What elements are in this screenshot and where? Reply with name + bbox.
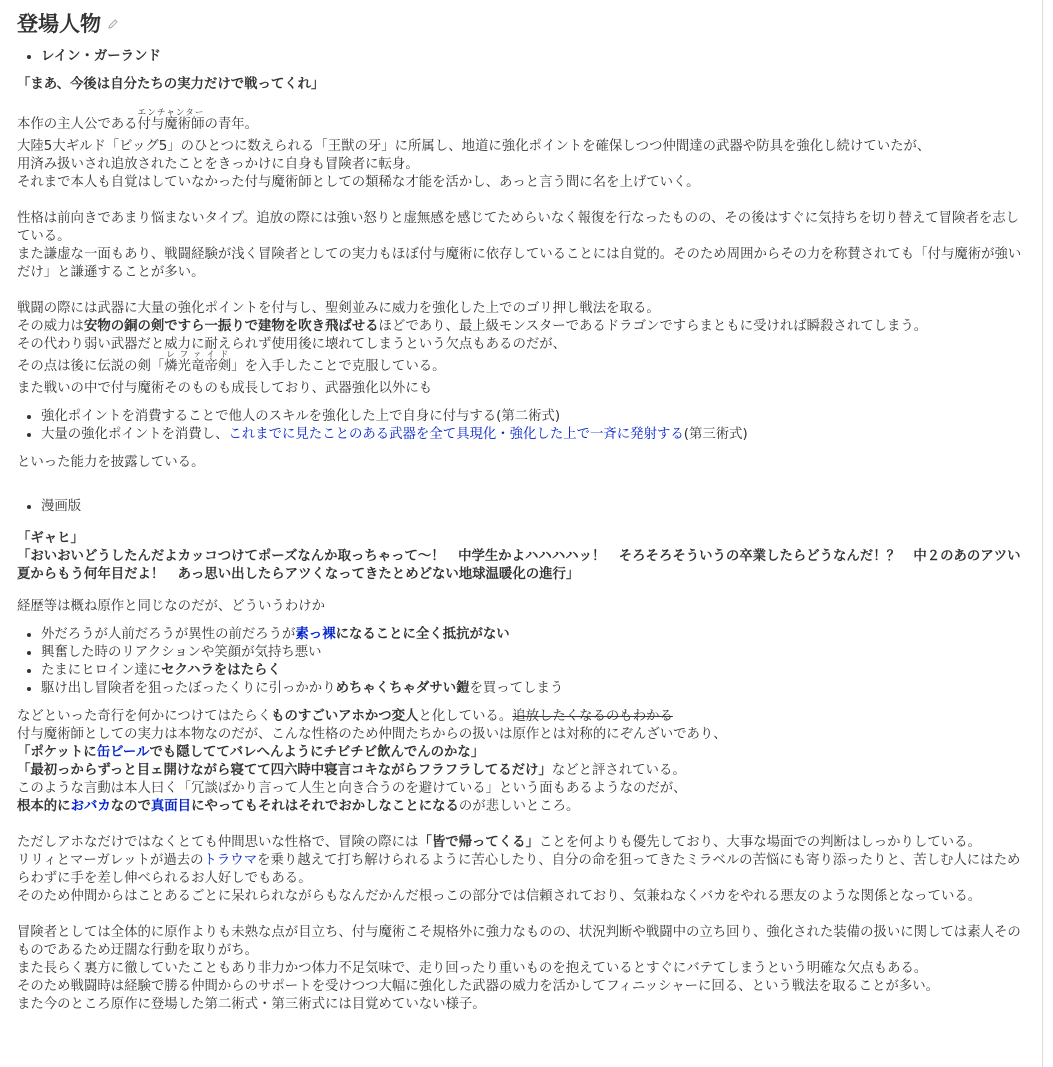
list-item: • 大量の強化ポイントを消費し、これまでに見たことのある武器を全て具現化・強化した上で一斉に発射する(第三術式)	[41, 426, 1042, 444]
ruby-refaido: 燐光竜帝剣レファイド	[164, 350, 232, 374]
strikethrough-text: 追放したくなるのもわかる	[512, 709, 673, 724]
pencil-edit-icon[interactable]	[107, 18, 119, 30]
quirk-list	[17, 626, 1042, 698]
ruby-enchanter: 付与魔術師エンチャンター	[137, 108, 205, 132]
inline-link[interactable]: 真面目	[150, 799, 192, 814]
manga-heading: • 漫画版	[41, 498, 1042, 516]
list-item: • 強化ポイントを消費することで他人のスキルを強化した上で自身に付与する(第二術式)	[41, 408, 1042, 426]
inline-link[interactable]: トラウマ	[203, 853, 258, 868]
list-item: • 興奮した時のリアクションや笑顔が気持ち悪い	[41, 644, 1042, 662]
heading-text: 登場人物	[17, 12, 101, 36]
closing-text: といった能力を披露している。	[17, 455, 205, 470]
manga-intro: 経歴等は概ね原作と同じなのだが、どういうわけか	[17, 599, 325, 614]
paragraph-manga-adventurer: 冒険者としては全体的に原作よりも未熟な点が目立ち、付与魔術こそ規格外に強力なものの、状況判断や戦闘中の立ち回り、強化された装備の扱いに関しては素人そのものであるため迂闊な行動を取りがち。 また長らく裏方に徹していたこともあり非力かつ体力不足気味で、走り回ったり重いものを抱えているとすぐにバテてしまうという明確な欠点もある。 そのため戦闘時は経験で勝る仲間からのサポートを受けつつ大幅に強化した武器の威力を活かしてフィニッシャーに回る、という戦法を取ることが多い。 また今のところ原作に登場した第二術式・第三術式には目覚めていない様子。	[17, 925, 1021, 1012]
section-heading	[17, 10, 1042, 38]
manga-quotes: 「ギャヒ」 「おいおいどうしたんだよカッコつけてポーズなんか取っちゃって〜！ 中学生かよハハハハッ！ そろそろそういうの卒業したらどうなんだ！？ 中２のあのアツい夏からもう何年目だよ！ あっ思い出したらアツくなってきたとめどない地球温暖化の進行」	[17, 531, 1021, 582]
ability-list	[17, 408, 1042, 444]
paragraph-manga-kindness: ただしアホなだけではなくとても仲間思いな性格で、冒険の際には「皆で帰ってくる」ことを何よりも優先しており、大事な場面での判断はしっかりしている。 リリィとマーガレットが過去のトラウマを乗り越えて打ち解けられるように苦心したり、自分の命を狙ってきたミラベルの苦悩にも寄り添ったりと、苦しむ人にはためらわずに手を差し伸べられるお人好しでもある。 そのため仲間からはことあるごとに呆れられながらもなんだかんだ根っこの部分では信頼されており、気兼ねなくバカをやれる悪友のような関係となっている。	[17, 835, 1021, 904]
paragraph-manga-personality: などといった奇行を何かにつけてはたらくものすごいアホかつ変人と化している。追放したくなるのもわかる 付与魔術師としての実力は本物なのだが、こんな性格のため仲間たちからの扱いは原作とは対称的にぞんざいであり、 「ポケットに缶ビールでも隠しててバレへんようにチビチビ飲んでんのかな」 「最初っからずっと目ェ開けながら寝てて四六時中寝言コキながらフラフラしてるだけ」などと評されている。 このような言動は本人曰く「冗談ばかり言って人生と向き合うのを避けている」という面もあるようなのだが、 根本的におバカなので真面目にやってもそれはそれでおかしなことになるのが悲しいところ。	[17, 709, 727, 814]
character-list	[17, 48, 1042, 66]
character-name: • レイン・ガーランド	[41, 48, 1042, 66]
paragraph-personality: 性格は前向きであまり悩まないタイプ。追放の際には強い怒りと虚無感を感じてためらいなく報復を行なったものの、その後はすぐに気持ちを切り替えて冒険者を志している。 また謙虚な一面もあり、戦闘経験が浅く冒険者としての実力もほぼ付与魔術に依存していることには自覚的。そのため周囲からその力を称賛されても「付与魔術が強いだけ」と謙遜することが多い。	[17, 211, 1022, 280]
list-item: • 駆け出し冒険者を狙ったぼったくりに引っかかりめちゃくちゃダサい鎧を買ってしまう	[41, 680, 1042, 698]
paragraph-intro: 本作の主人公である付与魔術師エンチャンターの青年。 大陸5大ギルド「ビッグ5」のひとつに数えられる「王獣の牙」に所属し、地道に強化ポイントを確保しつつ仲間達の武器や防具を強化し続けていたが、 用済み扱いされ追放されたことをきっかけに自身も冒険者に転身。 それまで本人も自覚はしていなかった付与魔術師としての類稀な才能を活かし、あっと言う間に名を上げていく。	[17, 108, 931, 190]
list-item: • たまにヒロイン達にセクハラをはたらく	[41, 662, 1042, 680]
inline-link[interactable]: これまでに見たことのある武器を全て具現化・強化した上で一斉に発射する	[228, 427, 684, 442]
inline-link[interactable]: おバカ	[70, 799, 111, 814]
paragraph-combat: 戦闘の際には武器に大量の強化ポイントを付与し、聖剣並みに威力を強化した上でのゴリ押し戦法を取る。 その威力は安物の銅の剣ですら一振りで建物を吹き飛ばせるほどであり、最上級モンスターであるドラゴンですらまともに受ければ瞬殺されてしまう。 その代わり弱い武器だと威力に耐えられず使用後に壊れてしまうという欠点もあるのだが、 その点は後に伝説の剣「燐光竜帝剣レファイド」を入手したことで克服している。 また戦いの中で付与魔術そのものも成長しており、武器強化以外にも	[17, 301, 928, 396]
inline-link[interactable]: 素っ裸	[295, 627, 336, 642]
list-item: • 外だろうが人前だろうが異性の前だろうが素っ裸になることに全く抵抗がない	[41, 626, 1042, 644]
manga-list	[17, 498, 1042, 516]
inline-link[interactable]: 缶ビール	[96, 745, 150, 760]
quote: 「まあ、今後は自分たちの実力だけで戦ってくれ」	[17, 77, 325, 92]
